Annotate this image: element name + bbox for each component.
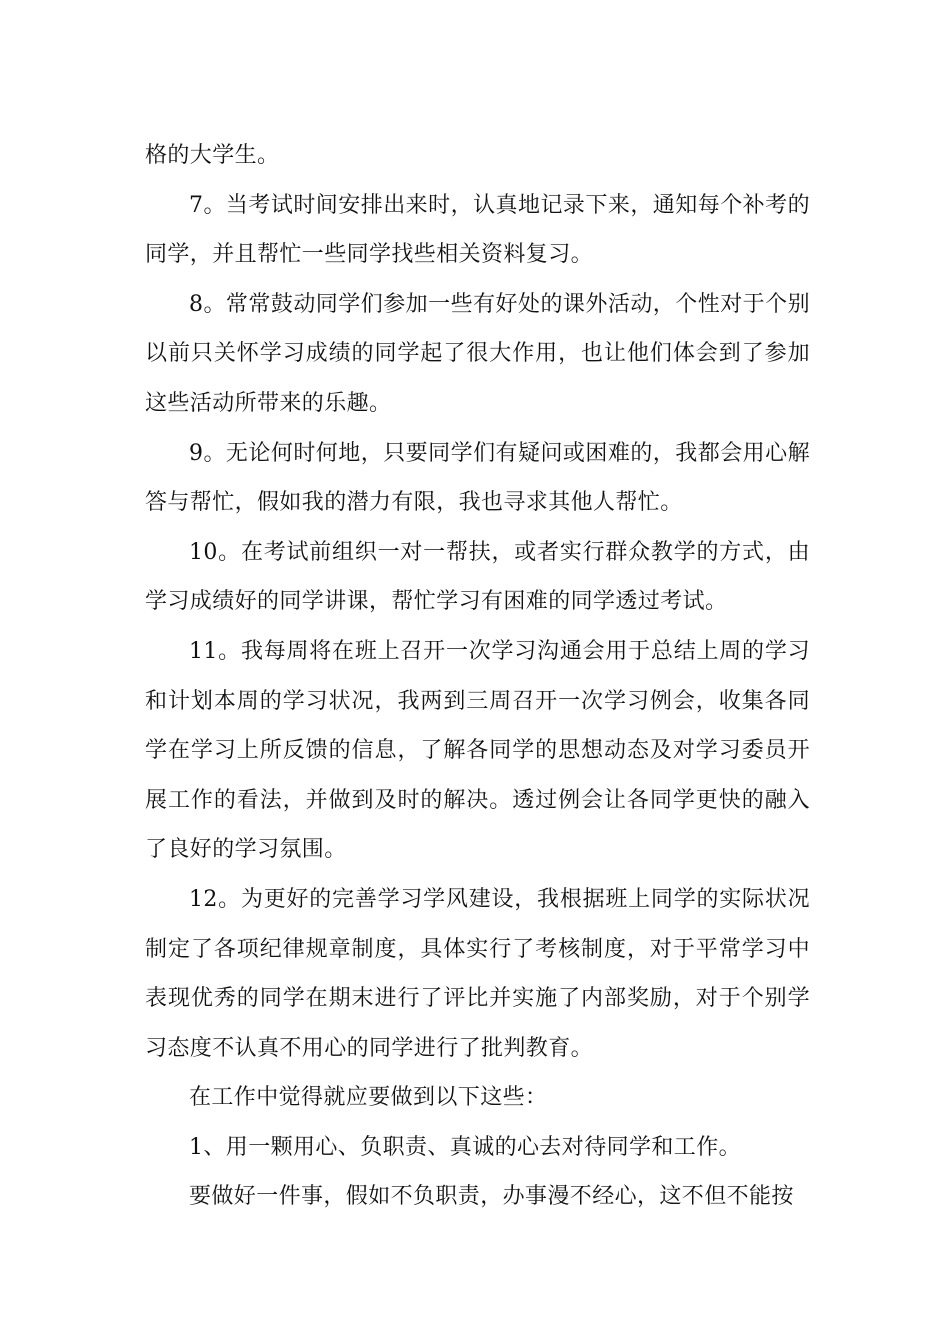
document-body — [145, 131, 810, 1222]
paragraph-item-10: 10。在考试前组织一对一帮扶，或者实行群众教学的方式，由学习成绩好的同学讲课，帮忙学习有困难的同学透过考试。 — [145, 539, 810, 615]
paragraph-item-12: 12。为更好的完善学习学风建设，我根据班上同学的实际状况制定了各项纪律规章制度，具体实行了考核制度，对于平常学习中表现优秀的同学在期末进行了评比并实施了内部奖励，对于个别学习态度不认真不用心的同学进行了批判教育。 — [145, 886, 810, 1061]
paragraph-item-11: 11。我每周将在班上召开一次学习沟通会用于总结上周的学习和计划本周的学习状况，我两到三周召开一次学习例会，收集各同学在学习上所反馈的信息，了解各同学的思想动态及对学习委员开展工作的看法，并做到及时的解决。透过例会让各同学更快的融入了良好的学习氛围。 — [145, 638, 810, 863]
paragraph-work-intro: 在工作中觉得就应要做到以下这些： — [189, 1085, 548, 1111]
paragraph-point-1: 1、用一颗用心、负职责、真诚的心去对待同学和工作。 — [189, 1134, 741, 1160]
paragraph-point-1-detail: 要做好一件事，假如不负职责，办事漫不经心，这不但不能按 — [189, 1184, 794, 1210]
paragraph-item-9: 9。无论何时何地，只要同学们有疑问或困难的，我都会用心解答与帮忙，假如我的潜力有限，我也寻求其他人帮忙。 — [145, 440, 810, 516]
paragraph-item-7: 7。当考试时间安排出来时，认真地记录下来，通知每个补考的同学，并且帮忙一些同学找些相关资料复习。 — [145, 192, 810, 268]
paragraph-item-8: 8。常常鼓动同学们参加一些有好处的课外活动，个性对于个别以前只关怀学习成绩的同学起了很大作用，也让他们体会到了参加这些活动所带来的乐趣。 — [145, 291, 810, 416]
paragraph-continuation: 格的大学生。 — [145, 143, 280, 168]
